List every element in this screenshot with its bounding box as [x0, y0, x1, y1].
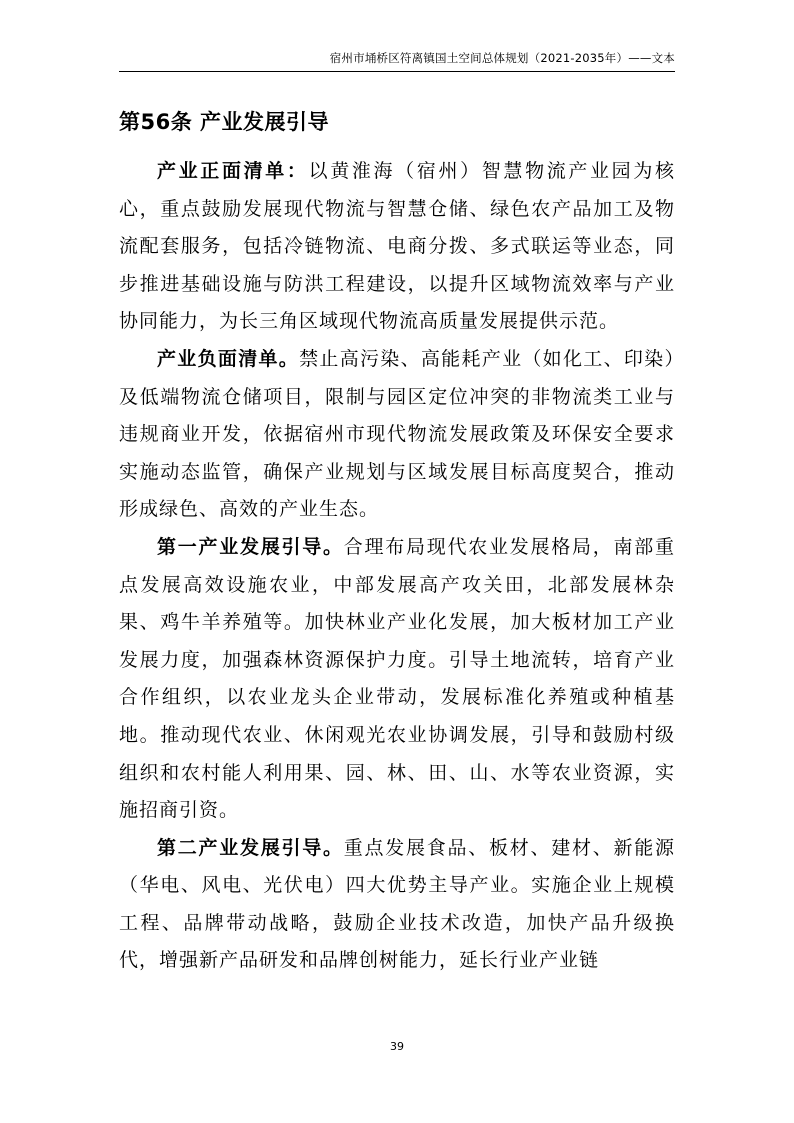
paragraph-text: 合理布局现代农业发展格局，南部重点发展高效设施农业，中部发展高产攻关田，北部发展林杂果、鸡牛羊养殖等。加快林业产业化发展，加大板材加工产业发展力度，加强森林资源保护力度。引导土地流转，培育产业合作组织，以农业龙头企业带动，发展标准化养殖或种植基地。推动现代农业、休闲观光农业协调发展，引导和鼓励村级组织和农村能人利用果、园、林、田、山、水等农业资源，实施招商引资。	[119, 535, 675, 822]
paragraph-lead: 第二产业发展引导。	[157, 836, 344, 859]
paragraph-lead: 第一产业发展引导。	[157, 535, 344, 558]
header-divider	[119, 71, 675, 72]
paragraph-positive-list	[119, 153, 675, 341]
paragraph-text: 重点发展食品、板材、建材、新能源（华电、风电、光伏电）四大优势主导产业。实施企业上规模工程、品牌带动战略，鼓励企业技术改造，加快产品升级换代，增强新产品研发和品牌创树能力，延长行业产业链	[119, 836, 675, 972]
page-number: 39	[390, 1040, 404, 1053]
paragraph-secondary-industry	[119, 830, 675, 980]
article-title: 第56条 产业发展引导	[119, 110, 330, 134]
running-header: 宿州市埇桥区符离镇国土空间总体规划（2021-2035年）——文本	[329, 51, 675, 65]
paragraph-primary-industry	[119, 529, 675, 830]
article-body	[119, 153, 675, 980]
paragraph-negative-list	[119, 341, 675, 529]
paragraph-lead: 产业负面清单。	[157, 347, 300, 370]
paragraph-text: 禁止高污染、高能耗产业（如化工、印染）及低端物流仓储项目，限制与园区定位冲突的非物流类工业与违规商业开发，依据宿州市现代物流发展政策及环保安全要求实施动态监管，确保产业规划与区域发展目标高度契合，推动形成绿色、高效的产业生态。	[119, 347, 675, 521]
paragraph-text: 以黄淮海（宿州）智慧物流产业园为核心，重点鼓励发展现代物流与智慧仓储、绿色农产品加工及物流配套服务，包括冷链物流、电商分拨、多式联运等业态，同步推进基础设施与防洪工程建设，以提升区域物流效率与产业协同能力，为长三角区域现代物流高质量发展提供示范。	[119, 160, 675, 333]
paragraph-lead: 产业正面清单：	[157, 160, 309, 182]
